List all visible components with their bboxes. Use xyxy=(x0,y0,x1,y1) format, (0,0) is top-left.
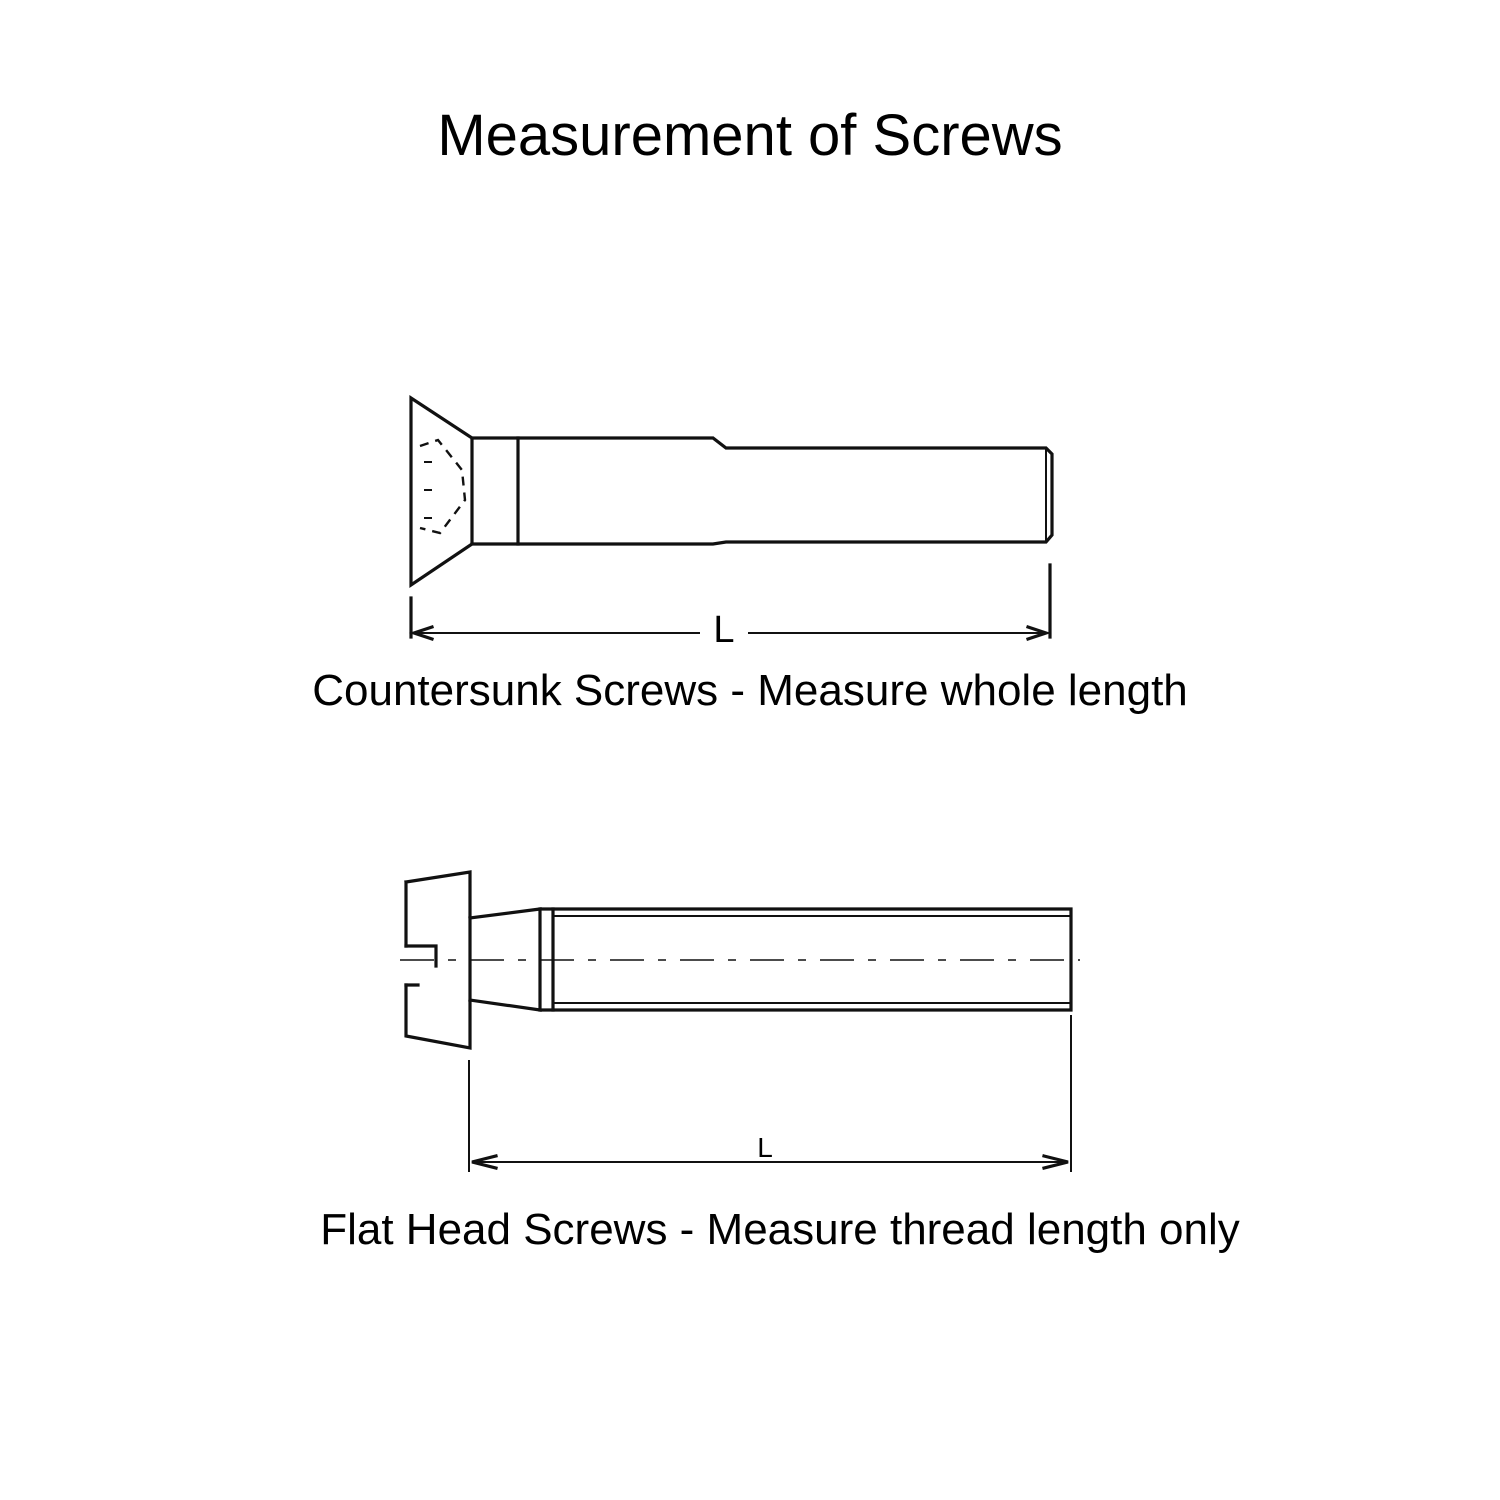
countersunk-head-outline xyxy=(411,398,472,585)
flat-head-caption: Flat Head Screws - Measure thread length only xyxy=(320,1205,1240,1254)
flat-head-dimension-label: L xyxy=(757,1132,773,1163)
flat-head-screw-drawing xyxy=(400,872,1080,1172)
countersunk-caption: Countersunk Screws - Measure whole length xyxy=(312,666,1188,715)
flat-head-slot xyxy=(406,946,436,985)
hex-socket-dashed xyxy=(420,440,465,533)
socket-ticks xyxy=(424,462,432,518)
page-title: Measurement of Screws xyxy=(437,103,1063,168)
countersunk-screw-drawing xyxy=(411,398,1052,651)
countersunk-collar xyxy=(472,438,518,544)
countersunk-shank xyxy=(518,438,1052,544)
countersunk-dimension-label: L xyxy=(713,609,735,651)
